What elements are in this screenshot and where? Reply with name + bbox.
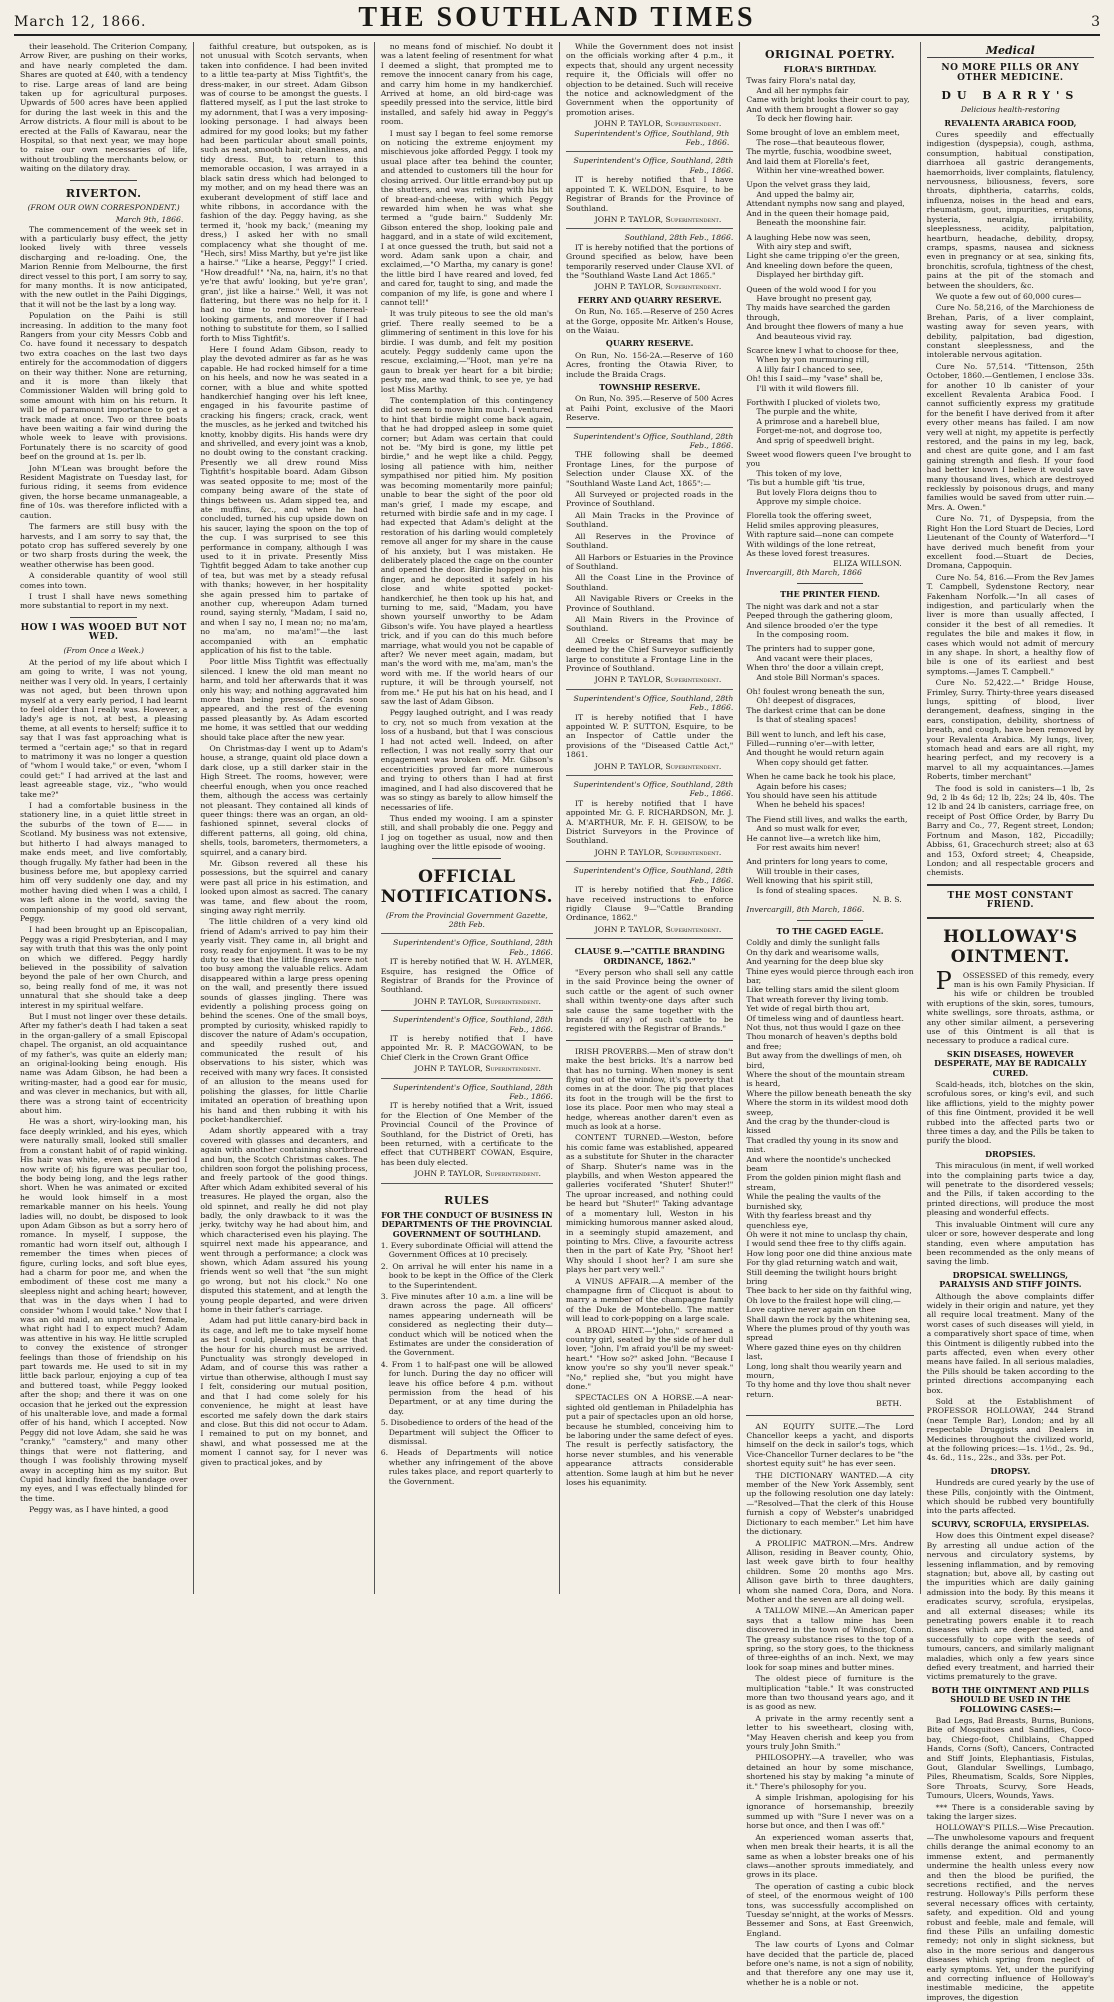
poem-line: The rose—that beauteous flower, <box>756 137 885 147</box>
notice-text: THE following shall be deemed Frontage Lines, for the purpose of Selection under Clause XX. of the "Southland Waste Land Act, 1865":— <box>565 450 734 488</box>
poem-line: I'll with it wild flowers fill. <box>756 383 859 393</box>
poem-line: Will trouble in their cases, <box>756 866 860 876</box>
official-notice <box>566 775 733 857</box>
poem-line: When he beheld his spaces! <box>756 800 866 810</box>
poem <box>746 602 913 895</box>
poem-line: 'Tis but a humble gift 'tis true, <box>746 478 865 488</box>
notice-office: Superintendent's Office, Southland, 9th Feb., 1866. <box>574 128 730 148</box>
notice-text: IT is hereby notified that I have appointed Mr. R. P. MACGOWAN, to be Chief Clerk in the Crown Grant Office <box>380 1034 553 1062</box>
poem-line: And all her nymphs fair <box>756 85 849 95</box>
poem-line: A lilly fair I chanced to see, <box>756 364 864 374</box>
poem-line: Again before his cases; <box>756 781 847 791</box>
poem-line: Where the shout of the mountain stream is heard, <box>746 1070 905 1089</box>
poem <box>746 76 913 558</box>
poem-line: And yearning for the deep blue sky <box>746 957 884 967</box>
ad-text: HOLLOWAY'S PILLS.—Wise Precaution.—The unwholesome vapours and frequent chills derange the animal economy to an immense extent, and permanently undermine the health unless every now and then the blood be purified, the secretions rectified, and the nerves restrung. Holloway's Pills perform these several necessary offices with certainty, safety, and expedition. Old and young robust and feeble, male and female, will find these Pills an unfailing domestic remedy; not only in slight sickness, but also in the more serious and dangerous diseases which spring from neglect of early symptoms. Yet, under the purifying and correcting influence of Holloway's inestimable medicine, the appetite improves, the digestion <box>926 1823 1095 2002</box>
article-text: The commencement of the week set in with a particularly busy effect, the jetty looked lively with three vessels discharging and re-loading. One, the Marion Rennie from Melbourne, the first direct vessel to this port, I am sorry to say, for many months. It is now anticipated, with the new outlet in the Paihi Diggings, that it will not be the last by a long way. <box>20 224 188 309</box>
poem-line: Filled—running o'er—with letter, <box>746 739 875 748</box>
poem-line: I would send thee free to thy cliffs again. <box>746 1239 907 1249</box>
poem-line: Of timeless wing and of dauntless heart. <box>746 1013 904 1023</box>
page-number: 3 <box>1091 14 1100 30</box>
ad-text: Cure No. 57,514. "Tittenson, 25th October, 1860.—Gentlemen, I enclose 33s. for another 10 lb canister of your excellent Revalenta Arabica Food. I cannot sufficiently express my gratitude for the benefit I have derived from it after every other means has failed. I am now very well at night, my appetite is perfectly restored, and the pains in my leg, back, and chest are quite gone, and I am fast gaining strength and flesh. If your food had better known I believe it would save many thousand lives, which are destroyed recklessly by poisonous drugs, and many families would be saved from utter ruin.—Mrs. A. Owen." <box>926 361 1095 512</box>
poem-line: Where the storm in its wildest mood doth sweep, <box>746 1098 909 1117</box>
divider <box>797 920 864 921</box>
poem-line: To thy home and thy love thou shalt never return. <box>746 1380 911 1399</box>
article-text: The farmers are still busy with the harvests, and I am sorry to say that, the potato crop has suffered severely by one or two sharp frosts during the week, the weather otherwise has been good. <box>20 522 188 569</box>
article-text: I must say I began to feel some remorse on noticing the extreme enjoyment my mischievous joke afforded Peggy. I took my usual place after tea behind the counter, and attended to customers till the hour for closing arrived. Our little errand-boy put up the shutters, and was retiring with his bit of bread-and-cheese, with which Peggy rewarded him when he was what she termed a "gude bairn." Suddenly Mr. Gibson entered the shop, looking pale and haggard, and in a state of wild excitement, I at once guessed the truth, but said not a word. Adam sank upon a chair, and exclaimed,—"O Martha, my canary is gone! the little bird I have reared and loved, fed and cared for, taught to sing, and made the companion of my life, is gone and where I cannot tell!" <box>380 128 553 307</box>
poem-line: Shall dawn the rock by the whitening sea, <box>746 1314 911 1324</box>
misc-item: The operation of casting a cubic block of steel, of the enormous weight of 100 tons, was successfully accomplished on Tuesday se'nnight, at the works of Messrs. Bessemer and Sons, at East Greenwich, England. <box>746 1881 914 1938</box>
notice-signature: JOHN P. TAYLOR, Superintendent. <box>594 847 722 857</box>
poem-line: Love captive never again on thee <box>746 1305 876 1315</box>
issue-date: March 12, 1866. <box>14 14 147 30</box>
poem-line: Like telling stars amid the silent gloom <box>746 985 900 995</box>
misc-item: The oldest piece of furniture is the multiplication "table." It was constructed more than two thousand years ago, and it is as good as new. <box>746 1674 914 1712</box>
notice-text: While the Government does not insist on the officials working after 4 p.m., it expects that, should any urgent necessity require it, the Officials will offer no objection to be detained. Such will receive the notice and acknowledgment of the Government when the opportunity of promotion arises. <box>565 42 734 117</box>
poem-line: That cradled thy young in its snow and mist. <box>746 1135 899 1155</box>
poem-line: Is fond of stealing spaces. <box>756 885 858 895</box>
article-subtitle: (FROM OUR OWN CORRESPONDENT.) <box>27 202 180 212</box>
rules-title: RULES <box>444 1193 490 1207</box>
article-text: At the period of my life about which I am going to write, I was not young, neither was I very old. In years, I certainly was not aged, but been thrown upon myself at a very early period, I had learnt to feel older than I really was. However, a lady's age is not, at best, a pleasing theme, at all events to herself; suffice it to say that I was fast approaching what is termed a "certain age;" so that in regard to matrimony it was no longer a question of "whom I would take," or even, "whom I could get:" I had arrived at the last and least agreeable stage, viz., "who would take me?" <box>20 657 188 799</box>
official-notice <box>566 427 733 685</box>
frontage-item: All Main Tracks in the Province of Southland. <box>565 510 734 530</box>
poem-line: Peeped through the gathering gloom, <box>746 611 893 621</box>
misc-item: A simple Irishman, apologising for his ignorance of horsemanship, breezily summed up with "Sure I never was on a horse but once, and then I was off." <box>746 1793 914 1831</box>
notice-office: Superintendent's Office, Southland, 28th Feb., 1866. <box>573 780 734 799</box>
ad-text: We quote a few out of 60,000 cures— <box>935 291 1082 301</box>
poem-line: Thou monarch of heaven's depths bold and free; <box>746 1032 898 1051</box>
poem-author: N. B. S. <box>872 895 902 905</box>
poem-line: And silence brooded o'er the type <box>746 620 878 630</box>
misc-item: A PROLIFIC MATRON.—Mrs. Andrew Allison, residing in Beaver county, Ohio, last week gave birth to four healthy children. Some 20 months ago Mrs. Allison gave birth to three daughters, whom she named Cora, Dora, and Nora. Mother and the seven are all doing well. <box>746 1538 914 1604</box>
poem-line: Where the pillow beneath beneath the sky <box>746 1088 912 1098</box>
poem-line: And brought thee flowers of many a hue <box>746 322 904 332</box>
misc-item: A private in the army recently sent a letter to his sweetheart, closing with, "May Heaven cherish and keep you from yours truly John Smith." <box>746 1713 914 1752</box>
rule-item: 2. On arrival he will enter his name in a book to be kept in the Office of the Clerk to the Superintendent. <box>380 1261 553 1290</box>
notice-signature: JOHN P. TAYLOR, Superintendent. <box>414 996 541 1006</box>
frontage-item: All Main Rivers in the Province of Southland. <box>565 614 734 634</box>
article-text: But I must not linger over these details. After my father's death I had taken a seat in the organ-gallery of a small Episcopal chapel. The organist, an old acquaintance of my father's, was quite an elderly man; an original-looking being enough. His name was Adam Gibson, he had been a writing-master, had a good ear for music, and was clever in mechanics, but with all, there was a strong taint of eccentricity about him. <box>20 1012 188 1116</box>
section-title: ORIGINAL POETRY. <box>764 48 896 61</box>
frontage-item: All Creeks or Streams that may be deemed by the Chief Surveyor sufficiently large to constitute a Frontage Line in the Province of Southland. <box>565 635 734 673</box>
article-text: A considerable quantity of wool still comes into town. <box>20 571 188 590</box>
ad-subhead: DROPSY. <box>990 1465 1031 1476</box>
poem-line: Coldly and dimly the sunlight falls <box>746 938 880 948</box>
clause-notice <box>566 938 733 1034</box>
section-title: Medical <box>927 46 1094 58</box>
notice-text: IT is hereby notified that the Police have received instructions to enforce rigidly Clause 9—"Cattle Branding Ordinance, 1862." <box>565 885 734 923</box>
notice-office: Superintendent's Office, Southland, 28th Feb., 1866. <box>573 693 734 713</box>
rule-item: 4. From 1 to half-past one will be allowed for lunch. During the day no officer will leave his office before 4 p.m. without permission from the head of his Department, or at any time during the day. <box>380 1359 553 1416</box>
frontage-item: All the Coast Line in the Province of Southland. <box>565 573 734 592</box>
newspaper-title: THE SOUTHLAND TIMES <box>358 2 756 33</box>
poem-line: The night was dark and not a star <box>746 601 879 611</box>
ad-subhead: SCURVY, SCROFULA, ERYSIPELAS. <box>931 1518 1090 1529</box>
ad-subtitle: Delicious health-restoring <box>960 105 1060 115</box>
ad-text: The food is sold in canisters—1 lb, 2s 9d, 2 lb 4s 6d; 12 lb, 22s; 24 lb, 40s. The 12 lb and 24 lb canisters, carriage free, on receipt of Post Office Order, by Barry Du Barry and Co., 77, Regent street, London; Fortnum and Mason, 182, Piccadilly; Abbiss, 61, Gracechurch street; also at 63 and 153, Oxford street; 4, Cheapside, London; and all respectable grocers and chemists. <box>926 783 1095 878</box>
reserve-title: QUARRY RESERVE. <box>605 338 694 349</box>
poem-line: With wildings of the lone retreat, <box>746 539 876 549</box>
poem-line: Light she came tripping o'er the green, <box>746 251 900 261</box>
ad-subhead: BOTH THE OINTMENT AND PILLS SHOULD BE USED IN THE FOLLOWING CASES:— <box>931 1684 1090 1714</box>
poem-line: With airy step and swift, <box>756 241 852 251</box>
article-text: John M'Lean was brought before the Resident Magistrate on Tuesday last, for furious riding, it seems from evidence given, the horse became unmanageable, a fine of 10s. was therefore inflicted with a caution. <box>20 463 188 520</box>
ad-text: Cure No. 71, of Dyspepsia, from the Right Hon the Lord Stuart de Decies, Lord Lieutenant of the County of Waterford—"I have derived much benefit from your excellent food.—Stuart de Decies, Dromana, Cappoquin. <box>926 514 1095 571</box>
notice-office: Southland, 28th Feb., 1866. <box>624 233 734 243</box>
poem-line: When by yon murmuring rill, <box>756 355 870 365</box>
poem-line: From the golden pinion might flash and stream, <box>746 1173 902 1192</box>
poem-line: And thought he would return again <box>746 748 884 758</box>
ad-text: How does this Ointment expel disease? By arresting all undue action of the nervous and circulatory systems, by lessening inflammation, and by removing stagnation; but, above all, by casting out the impurities which are daily gaining admission into the body. By this means it eradicates scurvy, scrofula, erysipelas, and all external diseases; while its penetrating powers enable it to reach diseases which are deeper seated, and successfully to cope with the seeds of tumours, cancers, and similarly malignant maladies, which only a few years since defied every treatment, and harried their victims prematurely to the grave. <box>926 1531 1095 1682</box>
rule-item: 6. Heads of Departments will notice whether any infringement of the above rules takes place, and report quarterly to the Government. <box>380 1448 553 1486</box>
poem-line: Long, long shalt thou wearily yearn and mourn, <box>746 1361 902 1380</box>
poem-line: He cannot live—a wretch like him, <box>746 833 881 843</box>
divider <box>927 917 1094 919</box>
article-text: Population on the Paihi is still increasing. In addition to the many foot Rangers from your city Messrs Cobb and Co. have found it necessary to despatch two extra coaches on the last two days entirely for the accommodation of diggers on their way thither. None are returning, and it is more than likely that Commissioner Walden will bring gold to some amount with him on his return. It will be of paramount importance to get a track made at once. Two or three boats have been waiting a fair wind during the whole week to leave with provisions. Fortunately there is no scarcity of good beef on the ground at 1s. per lb. <box>20 311 188 462</box>
poem-line: Thine eyes would pierce through each iron bar, <box>746 966 914 985</box>
poem-line: You should have seen his attitude <box>746 791 877 801</box>
poem-line: To deck her flowing hair. <box>756 114 853 124</box>
notice-text: IT is hereby notified that the portions of Ground specified as below, have been temporarily reserved under Clause XVI. of the "Southland Waste Land Act 1865." <box>565 242 734 280</box>
poem-line: Oh love to the frailest hope will cling,— <box>746 1295 901 1305</box>
ad-text: This invaluable Ointment will cure any ulcer or sore, however desperate and long standing, even where amputation has been recommended as the only means of saving the limb. <box>926 1219 1095 1267</box>
ad-title: THE MOST CONSTANT FRIEND. <box>947 890 1074 911</box>
article-text: I trust I shall have news something more substantial to report in my next. <box>20 591 188 611</box>
poem-line: And laid them at Florella's feet, <box>746 156 870 166</box>
poem-line: Queen of the wold wood I for you <box>746 284 877 294</box>
misc-item: IRISH PROVERBS.—Men of straw don't make the best bricks. It's a narrow bed that has no turning. When money is sent flying out of the window, it's poverty that comes in at the door. The pig that places its foot in the trough will be the first to lose its place. Poor men who may steal a hedge, whereas another daren't even as much as look at a horse. <box>565 1046 734 1132</box>
section-subtitle: (From the Provincial Government Gazette, 28th Feb. <box>385 910 548 929</box>
column-3 <box>375 42 560 1594</box>
article-title: HOW I WAS WOOED BUT NOT WED. <box>20 622 187 643</box>
poem-line: When he came back he took his place, <box>746 772 896 782</box>
frontage-item: All Harbors or Estuaries in the Province of Southland. <box>565 552 734 571</box>
ad-brand: DU BARRY'S <box>941 89 1080 103</box>
article-text: Peggy laughed outright, and I was ready to cry, not so much from vexation at the loss of a husband, but that I was conscious I had not acted well. Indeed, on after reflection, I was not really sorry that our engagement was broken off. Mr. Gibson's eccentricities proved far more numerous and trying to others than I had at first imagined, and I had also discovered that he was so stingy as barely to allow himself the necessaries of life. <box>380 708 553 812</box>
poem-line: And where the noontide's unchecked beam <box>746 1154 891 1174</box>
rules-list <box>381 1241 553 1486</box>
poem-line: The Fiend still lives, and walks the earth, <box>746 814 908 824</box>
article-text: He was a short, wiry-looking man, his face deeply wrinkled, and his eyes, which were naturally small, looked still smaller from a constant habit of of rapid winking. His hair was white, even at the period I now write of; his figure was peculiar too, the body being long, and the legs rather short. When he was animated or excited he would look himself in a most remarkable manner on his heels. Young ladies will, no doubt, be disposed to look upon Adam Gibson as but a sorry hero of romance. In myself, I suppose, the romantic had worn itself out, although I remember the times when pieces of figure, curling locks, and soft blue eyes, had a charm for poor me, and when the embodiment of these cost me many a sleepless night and aching heart; however, that was in the days when I had to consider "whom I would take." Now that I was an old maid, an unprotected female, what right had I to expect much? Adam was attentive in his way. He little scrupled to convey the existence of stronger feelings than those of friendship on his part towards me. He used to sit in my little back parlour, enjoying a cup of tea and buttered toast, while Peggy looked after the shop; and there it was on one occasion that he jerked out the expression of his unalterable love, and made a formal offer of his hand, which I accepted. Now Peggy did not love Adam, she said he was "cranky," "camstery," and many other things that were not flattering, and though I was foolishly throwing myself away in accepting him as my suitor. But Cupid had kindly fixed the bandage over my eyes, and I was effectually blinded for the time. <box>20 1117 188 1503</box>
poem-line: Displayed her birthday gift. <box>756 270 864 280</box>
divider <box>70 617 137 618</box>
poem-title: THE PRINTER FIEND. <box>780 589 880 600</box>
poem-line: Came with bright looks their court to pay, <box>746 95 910 105</box>
article-text: On Christmas-day I went up to Adam's house, a strange, quaint old place down a dark close, up a still darker stair in the High Street. The rooms, however, were cheerful enough, when you once reached them, although the access was certainly not pleasant. They contained all kinds of queer things: there was an organ, an old-fashioned spinnet, several clocks of different patterns, all going, old china, shells, tools, barometers, thermometers, a squirrel, and a canary bird. <box>200 744 368 857</box>
article-text: I had been brought up an Episcopalian, Peggy was a rigid Presbyterian, and I may say with truth that this was the only point on which we differed. Peggy hardly believed in the possibility of salvation beyond the pale of her own Church, and so, being really fond of me, it was not unnatural that she should take a deep interest in my spiritual welfare. <box>20 925 188 1010</box>
notice-signature: JOHN P. TAYLOR, Superintendent. <box>594 761 722 771</box>
notice-signature: JOHN P. TAYLOR, Superintendent. <box>594 675 722 685</box>
misc-item: PHILOSOPHY.—A traveller, who was detained an hour by some mischance, shortened his stay by making "a minute of it." There's philosophy for you. <box>746 1753 914 1791</box>
poem-line: Bill went to lunch, and left his case, <box>746 729 886 739</box>
ad-text: Sold at the Establishment of PROFESSOR HOLLOWAY, 244 Strand (near Temple Bar), London; and by all respectable Druggists and Dealers in Medicines throughout the civilized world, at the following prices:—1s. 1½d., 2s. 9d., 4s. 6d., 11s., 22s., and 33s. per Pot. <box>926 1397 1095 1463</box>
reserve-title: TOWNSHIP RESERVE. <box>599 382 701 392</box>
divider <box>566 1040 733 1041</box>
ad-text: This miraculous (in ment, if well worked into the complaining parts twice a day, will penetrate to the disordered vessels; and the Pills, if taken according to the printed directions, will produce the most pleasing and wonderful effects. <box>926 1161 1095 1218</box>
poem-line: Scarce knew I what to choose for thee, <box>746 345 899 355</box>
poem-line: How long poor one did thine anxious mate <box>746 1248 912 1258</box>
poem-line: And the crag by the thunder-cloud is kissed <box>746 1117 890 1136</box>
ad-text: Bad Legs, Bad Breasts, Burns, Bunions, Bite of Mosquitoes and Sandflies, Coco-bay, Chiego-foot, Chilblains, Chapped Hands, Corns (Soft), Cancers, Contracted and Stiff Joints, Elephantiasis, Fistulas, Gout, Glandular Swellings, Lumbago, Piles, Rheumatism, Scalds, Sore Nipples, Sore Throats, Scurvy, Sore Heads, Tumours, Ulcers, Wounds, Yaws. <box>926 1716 1095 1801</box>
poem-line: Oh! foulest wrong beneath the sun, <box>746 686 885 696</box>
notice-text: IT is hereby notified that I have appointed Mr. G. F. RICHARDSON, Mr. J. A. M'ARTHUR, Mr. F. H. GEISOW, to be District Surveyors in the Province of Southland. <box>565 798 734 846</box>
notice-office: Superintendent's Office, Southland, 28th Feb., 1866. <box>573 866 734 885</box>
notice-office: Superintendent's Office, Southland, 28th Feb., 1866. <box>393 938 553 957</box>
notice-signature: JOHN P. TAYLOR, Superintendent. <box>594 282 722 292</box>
column-2 <box>194 42 374 1594</box>
ad-text: Cure No. 52,422.—" Bridge House, Frimley, Surry. Thirty-three years diseased lungs, spitting of blood, liver derangement, deafness, singing in the ears, constipation, debility, shortness of breath, and cough, have been removed by your Revalenta Arabica. My lungs, liver, stomach head and ears are all right, my hearing perfect, and my recovery is a marvel to all my acquaintances.—James Roberts, timber merchant" <box>926 678 1095 782</box>
misc-item: A TALLOW MINE.—An American paper says that a tallow mine has been discovered in the town of Windsor, Conn. The greasy substance rises to the top of a spring, so the story goes, to the thickness of three-eighths of an inch. Next, we may look for soap mines and butter mines. <box>746 1606 914 1672</box>
rules-subtitle: FOR THE CONDUCT OF BUSINESS IN DEPARTMENTS OF THE PROVINCIAL GOVERNMENT OF SOUTHLAND. <box>381 1209 553 1239</box>
article-text: It was truly piteous to see the old man's grief. There really seemed to be a glimmering of sentiment in this love for his birdie. I was dumb, and felt my position acutely. Peggy suddenly came upon the rescue, exclaiming,—"Hoot, man ye're na gaun to break yer heart for a bit birdie; pesty me, ane wad think, to see ye, ye had lost Miss Marthy. <box>380 309 553 394</box>
poem-line: Forthwith I plucked of violets two, <box>746 398 881 407</box>
article-text: Peggy was, as I have hinted, a good <box>29 1505 169 1515</box>
misc-item: CONTENT TURNED.—Weston, before his comic fame was established, appeared as a substitute for Shuter in the character of Sharp. Shuter's name was in the playbills, and when Weston appeared the galleries vociferated "Shuter! Shuter!" The uproar increased, and nothing could be heard but "Shuter!" Taking advantage of a momentary lull, Weston in his mimicking humorous manner asked aloud, in a seemingly stupid amazement, and pointing to Mrs. Clive, a favourite actress then in the part of Kate Pry, "Shoot her! Why should I shoot her? I am sure she plays her part very well." <box>565 1133 734 1275</box>
rule-item: 5. Disobedience to orders of the head of the Department will subject the Officer to dismissal. <box>380 1418 553 1447</box>
frontage-item: All Surveyed or projected roads in the Province of Southland. <box>565 490 734 509</box>
poem-line: Within her vine-wreathed bower. <box>756 166 885 176</box>
poem-place: Invercargill, 8th March, 1866. <box>746 904 865 914</box>
poem-line: Still deeming the twilight hours bright bring <box>746 1267 897 1286</box>
poem-line: Oh were it not mine to unclasp thy chain, <box>746 1229 908 1239</box>
divider <box>927 884 1094 886</box>
poem-line: In the composing room. <box>756 629 849 639</box>
poem-author: BETH. <box>876 1399 902 1409</box>
divider <box>797 583 864 584</box>
article-subtitle: (From Once a Week.) <box>63 645 144 655</box>
poem-line: Have brought no present gay, <box>756 293 872 303</box>
official-notice <box>566 228 733 422</box>
misc-item: AN EQUITY SUITE.—The Lord Chancellor keeps a yacht, and disports himself on the deck in sailor's togs, which Vice-Chancellor Turner declares to be "the shortest equity suit" he has ever seen. <box>746 1421 914 1469</box>
ad-text: Cures speedily and effectually indigestion (dyspepsia), cough, asthma, consumption, habitual constipation, diarrhoea all gastric derangements, haemorrhoids, liver complaints, flatulency, nervousness, biliousness, fevers, sore throats, diphtheria, catarrhs, colds, influenza, noises in the head and ears, rheumatism, gout, impurities, eruptions, hysteria, neuralgia, irritability, sleeplessness, acidity, palpitation, heartburn, headache, debility, dropsy, cramps, spasms, nausea and sickness even in pregnancy or at sea, sinking fits, bronchitis, scrofula, tightness of the chest, pains at the pit of the stomach and between the shoulders, &c. <box>926 130 1095 290</box>
article-text: Here I found Adam Gibson, ready to play the devoted admirer as far as he was capable. He had rocked himself for a time on his heels, and now he was seated in a corner, with a blue and white spotted handkerchief hanging over his left knee, engaged in his favourite pastime of cracking his fingers; crack, crack, went the muscles, as he jerked and twitched his knotty, knobby digits. His hands were dry and shrivelled, and every joint was a knob, no doubt owing to the constant cracking. Presently we all drew round Miss Tightfit's hospitable board. Adam Gibson was seated opposite to me; most of the company being aware of the state of things between us. Adam sipped tea, and ate muffins, &c., and when he had concluded, turned his cup upside down on his saucer, laying the spoon on the top of the cup. I was surprised to see this performance in company, although I was used to it in private. Presently Miss Tightfit begged Adam to take another cup of tea, but was met by a steady refusal with thanks; however, in her hospitality she again pressed him to partake of another cup, whereupon Adam turned round, saying sternly, "Madam, I said no, and when I say no, I mean no; no ma'am, no ma'am, no ma'am!"—the last accompanied with an emphatic application of his fist to the table. <box>200 345 368 655</box>
poem-line: Yet wide of regal birth thou art, <box>746 1004 870 1014</box>
article-text: I had a comfortable business in the stationery line, in a quiet little street in the suburbs of the town of E—— in Scotland. My business was not extensive, but hitherto I had always managed to make ends meet, and live comfortably, though frugally. My father had been in the business before me, but apoplexy carried him off very suddenly one day, and my mother having died when I was a child, I was left alone in the world, saving the companionship of my good old servant, Peggy. <box>20 801 188 923</box>
poem-line: With thy fearless breast and thy quenchless eye, <box>746 1211 872 1230</box>
official-notice <box>381 933 553 1006</box>
poem-line: And beauteous vivid ray. <box>756 331 852 341</box>
ad-text: Cure No. 54, 816.—From the Rev James T. Campbell, Sydenstone Rectory, near Fakenham Norfolk.—"In all cases of indigestion, and particularly when the liver is more than usually affected, I consider it the best of all remedies. It regulates the bile and makes it flow, in cases which would not admit of mercury in any shape. In short, a healthy flow of bile is one of its earliest and best symptoms.—James T. Campbell." <box>926 572 1095 676</box>
official-notice <box>566 689 733 771</box>
column-4 <box>560 42 740 1594</box>
ad-text: *** There is a considerable saving by taking the larger sizes. <box>926 1802 1095 1822</box>
ad-subhead: DROPSIES. <box>985 1148 1036 1159</box>
poem-line: And sprig of speedwell bright. <box>756 435 875 445</box>
reserve-text: On Run, No. 395.—Reserve of 500 Acres at Paihi Point, exclusive of the Maori Reserve. <box>565 394 734 423</box>
poem-line: Thee back to her side on thy faithful wing, <box>746 1286 912 1296</box>
poem-line: A primrose and a harebell blue, <box>756 416 880 426</box>
article-text: their leasehold. The Criterion Company, Arrow River, are pushing on their works, and have nearly completed the dam. Shares are quoted at £40, with a tendency to rise. Large areas of land are being taken up for agricultural purposes. Upwards of 500 acres have been applied for during the last week in this and the Arrow districts. A flour mill is about to be erected at the Falls of Kawarau, near the Hospital, so that next year, we may hope to raise our own necessaries of life, without troubling the merchants below, or waiting on the dilatory dray. <box>20 42 188 174</box>
article-text: The contemplation of this contingency did not seem to move him much. I ventured to hint that birdie might come back again, that he had dropped asleep in some quiet corner; but Adam was certain that could not be. "My bird is gone, my little pet birdie," and he wept like a child. Peggy, losing all patience with him, neither sympathised nor pitied him. My position was becoming momentarily more painful; unable to bear the sight of the poor old man's grief, I made my escape, and returned with birdie safe and in my cage. I had expected that Adam's delight at the restoration of his darling would completely remove all anger for my share in the cause of his anxiety, but I was mistaken. He deliberately placed the cage on the counter and opened the door. Birdie hopped on his finger, and he deposited it safely in his close and white spotted pocket-handkerchief, he then took up his hat, and turning to me, said, "Madam, you have shown yourself unworthy to be Adam Gibson's wife. You have played a heartless trick, and if you can do this much before marriage, what would you not be capable of after? We never meet again, madam, but man's the word with me, ma'am, man's the word with me. If the world hears of our rupture, it will be through yourself, not from me." He put his hat on his head, and I saw the last of Adam Gibson. <box>380 396 553 707</box>
poem-line: Oh! this I said—my "vase" shall be, <box>746 374 883 384</box>
poem <box>746 938 913 1399</box>
official-notice <box>381 1010 553 1073</box>
ad-text: Scald-heads, itch, blotches on the skin, scrofulous sores, or king's evil, and such like afflictions, yield to the mighty power of this fine Ointment, provided it be well rubbed into the affected parts two or three times a day, and the Pills be taken to purify the blood. <box>926 1080 1095 1146</box>
misc-item: THE DICTIONARY WANTED.—A city member of the New York Assembly, sent up the following resolution one day lately:—"Resolved—That the clerk of this House furnish a copy of Webster's unabridged Dictionary to each member." Let him have the dictionary. <box>746 1470 914 1537</box>
poem-line: And with them brought a flower so gay <box>746 104 899 114</box>
misc-item: SPECTACLES ON A HORSE.—A near-sighted old gentleman in Philadelphia has put a pair of spectacles upon an old horse, because he stumbled, conceiving him to be laboring under the same defect of eyes. The result is perfectly satisfactory, the horse never stumbles, and his venerable appearance attracts considerable attention. Some laugh at him but he never loses his equanimity. <box>565 1393 734 1488</box>
rules-section <box>381 1183 553 1486</box>
column-5 <box>740 42 920 1987</box>
notice-signature: JOHN P. TAYLOR, Superintendent. <box>414 1064 541 1074</box>
article-text: faithful creature, but outspoken, as is not unusual with Scotch servants, when taken into confidence. I had been invited to a little tea-party at Miss Tightfit's, the dress-maker, in our street. Adam Gibson was of course to be amongst the guests. I flattered myself, as I put the last stroke to my adornment, that I was a very imposing-looking personage. I had always been admired for my good looks; but my father had been particular about small points, such as neat, smooth hair, cleanliness, and tidy dress. But, to return to this memorable occasion, I was arrayed in a black satin dress which had belonged to my mother, and on my head there was an exuberant development of stiff lace and white ribbons, in accordance with the fashion of the day. Peggy having, as she termed it, 'hook my back,' (meaning my dress,) I asked her with no small complacency what she thought of me. "Hech, sirs! Miss Marthy, but ye're jist like a hairse." "Like a hearse, Peggy!" I cried. "How dreadful!" "Na, na, hairn, it's no that ye're that awfu' looking, but ye're gran', gran', jist like a hairse." Well, it was not flattering, but there was no help for it. I had no time to remove the funereal-looking garments, and moreover if I had nothing to substitute for them, so I sallied forth to Miss Tightfit's. <box>200 42 368 343</box>
notice-office: Superintendent's Office, Southland, 28th Feb., 1866. <box>393 1082 553 1102</box>
article-text: Mr. Gibson revered all these his possessions, but the squirrel and canary were past all price in his estimation, and looked upon almost as sacred. The canary was tame, and flew about the room, singing away right merrily. <box>200 858 368 915</box>
poem-line: As these loved forest treasures. <box>746 549 870 559</box>
section-title: OFFICIAL NOTIFICATIONS. <box>380 866 553 907</box>
poem-author: ELIZA WILLSON. <box>833 558 902 568</box>
official-notice <box>381 1078 553 1179</box>
poem-line: But away from the dwellings of men, oh bird, <box>746 1051 902 1070</box>
article-text: Poor little Miss Tightfit was effectually silenced. I knew the old man meant no harm, and told her afterwards that it was only his way; and nothing aggravated him more than being pressed. Cards soon appeared, and the rest of the evening passed pleasantly by. As Adam escorted me home, it was settled that our wedding should take place after the new year. <box>200 657 368 742</box>
official-notice <box>566 861 733 934</box>
misc-item: A BROAD HINT.—"John," screamed a country girl, seated by the side of her dull lover, "John, I'm afraid you'll be my sweet-heart." "How so?" asked John. "Because I know you're so shy you'll never speak." "No," replied she, "but you might have done." <box>565 1325 734 1391</box>
reserve-text: On Run, No. 156-2A.—Reserve of 160 Acres, fronting the Otawia River, to include the Braida Crags. <box>565 350 734 379</box>
poem-line: And in the queen their homage paid, <box>746 208 890 218</box>
poem-line: That wreath forever thy living tomb. <box>746 994 889 1004</box>
rule-item: 3. Five minutes after 10 a.m. a line will be drawn across the page. All officers' names appearing underneath will be considered as neglecting their duty—conduct which will be noticed when the Estimates are under the consideration of the Government. <box>380 1291 553 1358</box>
poem-line: Thy maids have searched the garden through, <box>746 303 891 322</box>
ad-brand: HOLLOWAY'S OINTMENT. <box>943 926 1078 967</box>
poem-line: And upped the balmy air, <box>756 189 855 199</box>
article-text: Adam had put little canary-bird back in its cage, and left me to take myself home as best I could, pleading as excuse that the hour for his church must be arrived. Punctuality was strongly developed in Adam, and of course this was rather a virtue than otherwise, although I must say I felt, considering our mutual position, and that I had come solely for his convenience, he might at least have escorted me safely down the dark stairs and close. But this did not occur to Adam. I remained to put on my bonnet, and shawl, and what possessed me at the moment I cannot say, for I never was given to practical jokes, and by <box>200 1316 368 1467</box>
poem-line: Forget-me-not, and dogrose too, <box>756 426 883 436</box>
poem-line: And vacant were their places, <box>756 653 873 663</box>
poem-line: Upon the velvet grass they laid, <box>746 180 871 190</box>
divider <box>70 180 137 181</box>
poem-line: Twas fairy Flora's natal day, <box>746 76 856 86</box>
divider <box>746 1415 913 1416</box>
poem-line: Is that of stealing spaces! <box>756 715 857 725</box>
ad-product: REVALENTA ARABICA FOOD, <box>944 117 1077 128</box>
poem-line: For thy glad returning watch and wait, <box>746 1258 898 1268</box>
poem-line: And kneeling down before the queen, <box>746 260 893 270</box>
poem-line: Beneath the moonshine fair. <box>756 218 867 228</box>
column-6 <box>921 42 1100 2002</box>
masthead <box>14 0 1100 36</box>
poem-line: Where gazed thine eyes on thy children last, <box>746 1342 902 1362</box>
poem-place: Invercargill, 8th March, 1866 <box>746 567 862 577</box>
poem-line: On thy dark and wearisome walls, <box>746 947 880 957</box>
notice-office: Superintendent's Office, Southland, 28th Feb., 1866. <box>393 1015 553 1034</box>
poem-line: And so must walk for ever, <box>756 824 860 834</box>
notice-signature: JOHN P. TAYLOR, Superintendent. <box>594 924 722 934</box>
columns <box>14 42 1100 2002</box>
poem-line: A laughing Hebe now was seen, <box>746 232 871 242</box>
article-text: no means fond of mischief. No doubt it was a latent feeling of resentment for what I deemed a slight, that prompted me to remove the innocent canary from his cage, and carry him home in my handkerchief. Arrived at home, an old bird-cage was speedily pressed into the service, little bird installed, and safely hid away in Peggy's room. <box>380 42 553 127</box>
poem-line: Well knowing that his spirit still, <box>746 876 873 886</box>
poem-line: When thro' the door a villain crept, <box>746 663 884 673</box>
article-text: The little children of a very kind old friend of Adam's arrived to pay him their yearly visit. They came in, all bright and rosy, ready for enjoyment. It was to be my duty to see that the little fingers were not too busy among the valuable relics. Adam disappeared within a large press opening on the wall, and presently there issued sounds of glasses jingling. There was evidently a polishing process going on behind the scenes. One of the small boys, prompted by curiosity, whisked rapidly to discover the nature of Adam's occupation, and speedily rushed out, and communicated the result of his observations to his sister, which was received with many wry faces. It consisted of an allusion to the means used for polishing the glasses, for little Charlie imitated an operation of breathing upon his hand and then rubbing it with his pocket-handkerchief. <box>200 917 368 1124</box>
article-text: Thus ended my wooing. I am a spinster still, and shall probably die one. Peggy and I jog on together as usual, now and then laughing over the little episode of wooing. <box>380 813 553 852</box>
poem-line: Not thus, not thus would I gaze on thee <box>746 1022 901 1032</box>
poem-line: The darkest crime that can be done <box>746 705 886 715</box>
ad-title: NO MORE PILLS OR ANY OTHER MEDICINE. <box>941 63 1080 83</box>
poem-line: Helid smiles approving pleasures, <box>746 520 879 530</box>
poem-line: But lovely Flora deigns thou to <box>756 487 877 497</box>
ad-text: Hundreds are cured yearly by the use of these Pills, conjointly with the Ointment, which should be rubbed very bountifully into the parts affected. <box>926 1478 1095 1516</box>
poem-line: The purple and the white, <box>756 407 858 417</box>
misc-item: The law courts of Lyons and Colmar have decided that the particle de, placed before one's name, is not a sign of nobility, and that therefore any one may use it, whether he is a noble or not. <box>746 1940 914 1987</box>
notice-signature: JOHN P. TAYLOR, Superintendent. <box>414 1169 541 1179</box>
ad-text: Although the above complaints differ widely in their origin and nature, yet they all require local treatment. Many of the worst cases of such diseases will yield, in a comparatively short space of time, when this Ointment is diligently rubbed into the parts affected, even when every other means have failed. In all serious maladies, the Pills should be taken according to the printed directions accompanying each box. <box>926 1291 1095 1395</box>
poem-line: This token of my love, <box>756 468 842 478</box>
frontage-item: All Navigable Rivers or Creeks in the Province of Southland. <box>565 594 734 613</box>
ad-text: Cure No. 58,216, of the Marchioness de Brehan, Paris, of a liver complaint, wasting away for seven years, with debility, palpitation, bad digestion, constant sleeplessness, and the intolerable nervous agitation. <box>926 303 1095 360</box>
poem-title: TO THE CAGED EAGLE. <box>776 925 884 936</box>
column-1 <box>14 42 194 1594</box>
poem-line: The myrtle, fuschia, woodbine sweet, <box>746 147 892 157</box>
poem-line: Where the plumes proud of thy youth was spread <box>746 1323 910 1343</box>
divider <box>432 858 501 859</box>
clause-text: "Every person who shall sell any cattle in the said Province being the owner of such cattle or the agent of such owner shall within twenty-one days after such sale cause the same together with the brands (if any) of such cattle to be registered with the Registrar of Brands." <box>565 967 734 1034</box>
official-notice <box>566 151 733 224</box>
poem-line: With rapture said—none can compete <box>746 530 894 540</box>
misc-item: An experienced woman asserts that, when men break their hearts, it is all the same as when a lobster breaks one of his claws—another sprouts immediately, and grows in its place. <box>746 1832 914 1880</box>
poem-line: For rest awaits him never! <box>756 843 860 853</box>
rule-item: 1. Every subordinate Official will attend the Government Offices at 10 precisely. <box>380 1240 553 1260</box>
poem-line: Approve my simple choice. <box>756 497 862 507</box>
poem-line: Some brought of love an emblem meet, <box>746 128 900 138</box>
notice-text: IT is hereby notified that I have appointed T. K. WELDON, Esquire, to be Registrar of Brands for the Province of Southland. <box>565 175 734 213</box>
poem-line: And stole Bill Norman's spaces. <box>756 672 880 682</box>
ad-subhead: SKIN DISEASES, HOWEVER DESPERATE, MAY BE RADICALLY CURED. <box>934 1048 1087 1078</box>
ad-subhead: DROPSICAL SWELLINGS, PARALYSIS AND STIFF JOINTS. <box>939 1269 1082 1290</box>
notice-text: IT is hereby notified that I have appointed W. P. SUTTON, Esquire, to be an Inspector of Cattle under the provisions of the "Diseased Cattle Act," 1861. <box>565 712 734 760</box>
dateline: March 9th, 1866. <box>115 215 184 225</box>
notice-text: IT is hereby notified that a Writ, issued for the Election of One Member of the Provincial Council of the Province of Southland, for the District of Oreti, has been returned, with a certificate to the effect that CUTHBERT COWAN, Esquire, has been duly elected. <box>380 1101 553 1167</box>
article-title: RIVERTON. <box>65 186 142 200</box>
poem-title: FLORA'S BIRTHDAY. <box>783 64 877 74</box>
poem-line: When copy should get fatter. <box>756 757 869 767</box>
clause-title: CLAUSE 9.—"CATTLE BRANDING ORDINANCE, 1862." <box>574 946 725 966</box>
poem-line: While the pealing the vaults of the burnished sky, <box>746 1192 881 1211</box>
poem-line: Oh! deepest of disgraces, <box>756 696 856 706</box>
poem-line: Florella took the offering sweet, <box>746 511 872 521</box>
poem-line: The printers had to supper gone, <box>746 644 876 654</box>
poem-line: And printers for long years to come, <box>746 857 888 867</box>
notice-office: Superintendent's Office, Southland, 28th Feb., 1866. <box>573 431 734 451</box>
frontage-item: All Reserves in the Province of Southland. <box>565 531 734 551</box>
notice-signature: JOHN P. TAYLOR, Superintendent. <box>594 119 722 129</box>
reserve-text: On Run, No. 165.—Reserve of 250 Acres at the Gorge, opposite Mr. Aitken's House, on the Waiau. <box>565 307 734 335</box>
ad-text: POSSESSED of this remedy, every man is his own Family Physician. If his wife or children be troubled with eruptions of the skin, sores, tumours, white swellings, sore throats, asthma, or any other similar ailment, a persevering use of this Ointment is all that is necessary to produce a radical cure. <box>926 966 1095 1046</box>
poem-line: Sweet wood flowers queen I've brought to you <box>746 450 912 469</box>
article-text: Adam shortly appeared with a tray covered with glasses and decanters, and again with another containing shortbread and bun, the Scotch Christmas cakes. The children soon forgot the polishing process, and freely partook of the good things. After which Adam exhibited several of his treasures. He played the organ, also the old spinnet, and really he did not play badly, the only drawback to it was the jerky, twitchy way he had about him, and which characterised even his playing. The squirrel next made his appearance, and went through a performance; a clock was shown, which Adam assured his young friends went so well that "the sun might go wrong, but not his clock." No one disputed this statement, and at length the young people departed, and were driven home in their father's carriage. <box>200 1126 368 1315</box>
notice-signature: JOHN P. TAYLOR, Superintendent. <box>594 214 722 224</box>
notice-office: Superintendent's Office, Southland, 28th Feb., 1866. <box>573 156 734 175</box>
reserve-title: FERRY AND QUARRY RESERVE. <box>577 294 722 305</box>
misc-item: A VINUS AFFAIR.—A member of the champagne firm of Clicquot is about to marry a member of the champagne family of the Duke de Montebello. The matter will lead to cork-popping on a large scale. <box>565 1276 734 1324</box>
poem-line: Attendant nymphs now sang and played, <box>746 199 905 209</box>
notice-text: IT is hereby notified that W. H. AYLMER, Esquire, has resigned the Office of Registrar of Brands for the Province of Southland. <box>380 957 553 995</box>
